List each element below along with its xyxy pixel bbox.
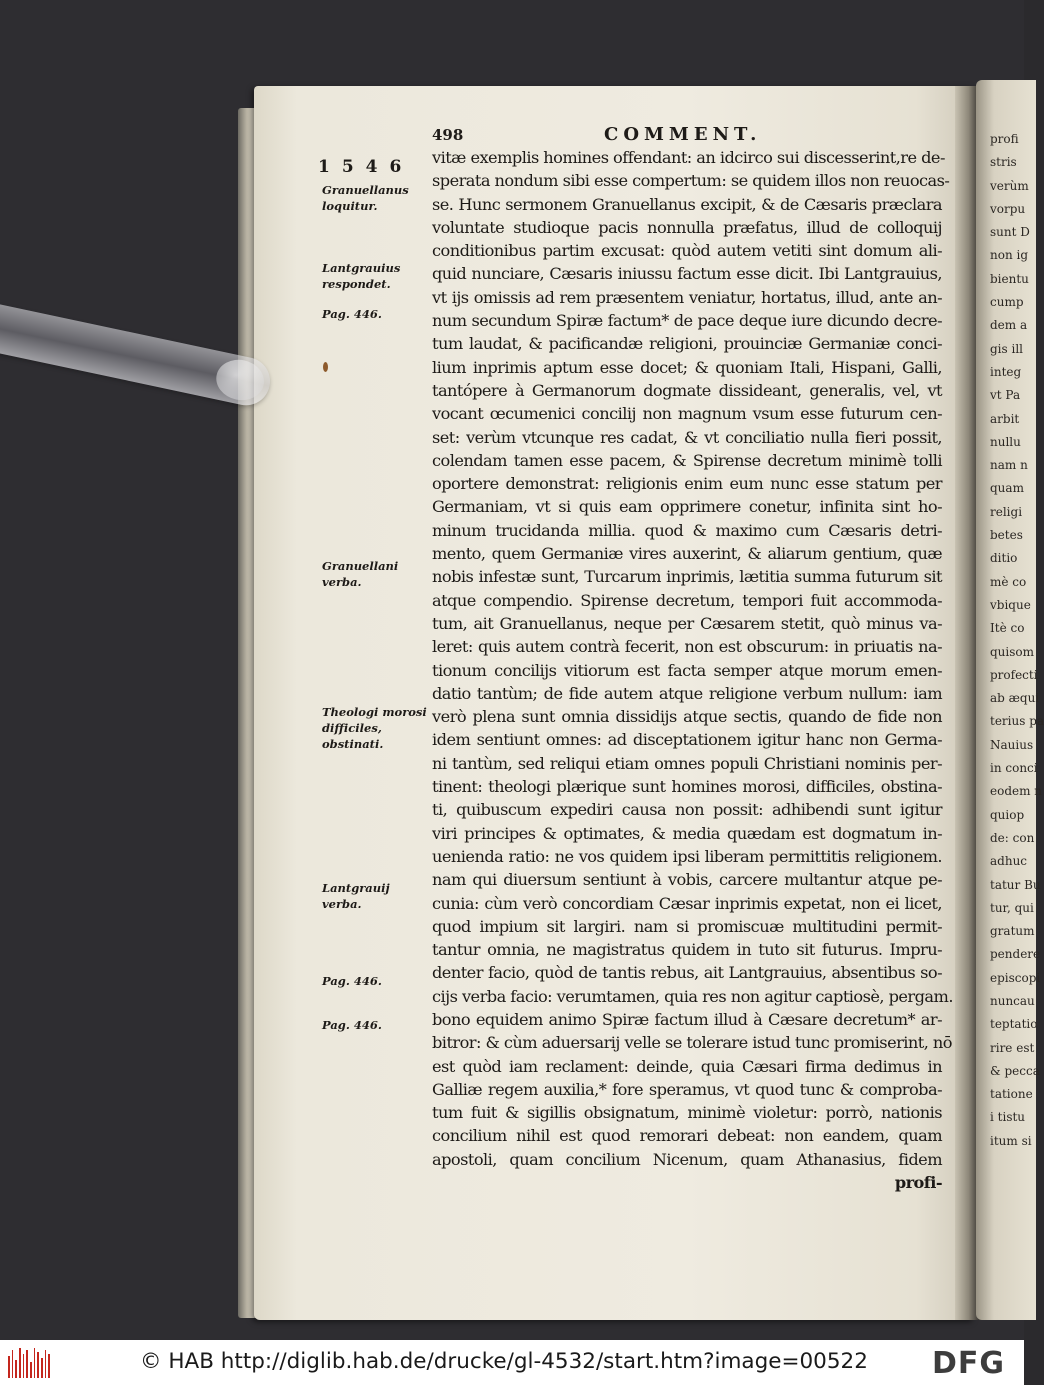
facing-page-line: arbit <box>990 411 1020 426</box>
text-line: tum fuit & sigillis obsignatum, minimè violetur: porrò, nationis <box>432 1103 942 1123</box>
facing-page-line: nuncau <box>990 993 1035 1008</box>
running-title: COMMENT. <box>604 124 762 145</box>
facing-page-line: nam n <box>990 458 1028 473</box>
facing-page-line: ab æqui <box>990 691 1040 706</box>
text-line: est quòd iam reclament: deinde, quia Cæsari firma dedimus in <box>432 1056 942 1076</box>
facing-page-line: tatur Bu <box>990 877 1041 892</box>
facing-page-line: quiop <box>990 807 1025 822</box>
facing-page-line: verùm <box>990 178 1029 193</box>
text-line: tum, ait Granuellanus, neque per Cæsarem stetit, quò minus va- <box>432 613 942 633</box>
facing-page-line: Nauius <box>990 737 1034 752</box>
facing-page-line: integ <box>990 364 1022 379</box>
marginal-note: Lantgrauius respondet. <box>322 261 401 291</box>
facing-page-line: eodem n <box>990 784 1043 799</box>
text-line: set: verùm vtcunque res cadat, & vt conciliatio nulla fieri possit, <box>432 427 942 447</box>
catchword: profi- <box>894 1173 942 1193</box>
facing-page-line: betes <box>990 528 1023 543</box>
text-line: uenienda ratio: ne vos quidem ipsi liberam permittitis religionem. <box>432 846 942 866</box>
hab-logo-icon <box>8 1348 50 1378</box>
text-line: Germaniam, vt si quis eam opprimere conetur, infinita sint ho- <box>432 497 942 517</box>
text-line: viri principes & optimates, & media quædam est dogmatum in- <box>432 823 942 843</box>
text-line: vt ijs omissis ad rem præsentem veniatur, hortatus, illud, ante an- <box>432 287 942 307</box>
marginal-note: Granuellani verba. <box>322 559 399 589</box>
facing-page-line: profi <box>990 132 1019 146</box>
facing-page-line: in conci <box>990 761 1038 776</box>
text-line: datio tantùm; de fide autem atque religione verbum nullum: iam <box>432 683 942 703</box>
facing-page-line: episcopi <box>990 970 1041 985</box>
footer-bar <box>0 1340 1024 1385</box>
text-line: vocant œcumenici concilij non magnum vsum esse futurum cen- <box>432 404 942 424</box>
facing-page-line: tatione <box>990 1087 1033 1102</box>
text-line: se. Hunc sermonem Granuellanus excipit, & de Cæsaris præclara <box>432 194 942 214</box>
text-line: voluntate studioque pacis nonnulla præfatus, illud de colloquij <box>432 217 942 237</box>
facing-page-line: pendere <box>990 947 1041 962</box>
facing-page-line: vbique <box>990 597 1031 612</box>
text-line: atque compendio. Spirense decretum, tempori fuit accommoda- <box>432 590 942 610</box>
text-line: Galliæ regem auxilia,* fore speramus, vt quod tunc & comproba- <box>432 1079 942 1099</box>
text-line: quod impium sit largiri. nam si promiscuæ multitudini permit- <box>432 916 942 936</box>
text-line: sperata nondum sibi esse compertum: se quidem illos non reuocas- <box>432 171 950 191</box>
text-line: tionum concilijs vitiorum est facta semper atque morum emen- <box>432 660 942 680</box>
text-line: colendam tamen esse pacem, & Spirense decretum minimè tolli <box>432 450 942 470</box>
text-line: lium inprimis aptum esse docet; & quoniam Itali, Hispani, Galli, <box>432 357 942 377</box>
text-line: concilium nihil est quod remorari debeat: non eandem, quam <box>432 1126 942 1146</box>
facing-page-line: profecti <box>990 667 1038 682</box>
page-number: 498 <box>432 126 464 144</box>
text-line: tantur omnia, ne magistratus quidem in tuto sit futurus. Impru- <box>432 940 942 960</box>
source-url[interactable]: © HAB http://diglib.hab.de/drucke/gl-4532/start.htm?image=00522 <box>140 1349 868 1374</box>
facing-page-line: gratum <box>990 924 1035 939</box>
text-line: mento, quem Germaniæ vires auxerint, & aliarum gentium, quæ <box>432 544 942 564</box>
dfg-logo: DFG <box>932 1346 1006 1381</box>
facing-page-line: teptatio <box>990 1017 1038 1032</box>
facing-page-line: tur, qui <box>990 900 1034 915</box>
marginal-note: Pag. 446. <box>322 1018 382 1032</box>
facing-page-line: rire est <box>990 1040 1035 1055</box>
facing-page-line: quisom <box>990 644 1035 659</box>
text-line: ni tantùm, sed reliqui etiam omnes populi Christiani nominis per- <box>432 753 942 773</box>
text-line: ti, quibuscum expediri causa non possit: adhibendi sunt igitur <box>432 800 942 820</box>
text-line: tum laudat, & pacificandæ religioni, prouinciæ Germaniæ conci- <box>432 334 942 354</box>
facing-page-line: itum si <box>990 1133 1032 1148</box>
facing-page-text <box>990 128 1044 1153</box>
text-line: nobis infestæ sunt, Turcarum inprimis, lætitia summa futurum sit <box>432 567 942 587</box>
facing-page-line: de: con <box>990 830 1035 845</box>
facing-page-line: dem a <box>990 318 1028 333</box>
facing-page-line: Itè co <box>990 621 1025 636</box>
text-line: tantópere à Germanorum dogmate dissideant, generalis, vel, vt <box>432 380 942 400</box>
facing-page-line: mè co <box>990 574 1027 589</box>
facing-page-line: vt Pa <box>990 388 1021 403</box>
text-line: vitæ exemplis homines offendant: an idcirco sui discesserint,re de- <box>432 148 945 167</box>
facing-page-line: quam <box>990 481 1024 496</box>
marginal-note: Lantgrauij verba. <box>322 881 390 911</box>
facing-page-line: bientu <box>990 271 1029 286</box>
marginal-note: Granuellanus loquitur. <box>322 183 409 213</box>
facing-page-line: non ig <box>990 248 1029 263</box>
facing-page-line: religi <box>990 504 1023 519</box>
ink-smudge <box>323 362 328 372</box>
facing-page-line: ditio <box>990 551 1018 566</box>
text-line: oportere demonstrat: religionis enim eum nunc esse statum per <box>432 474 942 494</box>
facing-page-line: stris <box>990 155 1017 170</box>
facing-page-line: adhuc <box>990 854 1028 869</box>
facing-page-line: & pecca <box>990 1063 1040 1078</box>
text-line: leret: quis autem contrà fecerit, non est obscurum: in priuatis na- <box>432 637 942 657</box>
text-line: bitror: & cùm aduersarij velle se tolerare istud tunc promiserint, nō <box>432 1033 953 1053</box>
facing-page-line: nullu <box>990 434 1021 449</box>
body-text <box>432 146 953 1194</box>
text-line: cunia: cùm verò concordiam Cæsar inprimis expetat, non ei licet, <box>432 893 942 913</box>
text-line: quid nunciare, Cæsaris iniussu factum esse dicit. Ibi Lantgrauius, <box>432 264 942 284</box>
text-line: nam qui diuersum sentiunt à vobis, carcere multantur atque pe- <box>432 870 942 890</box>
facing-page-line: cump <box>990 295 1024 310</box>
facing-page-line: vorpu <box>990 201 1026 216</box>
facing-page-line: terius pa <box>990 714 1044 729</box>
text-line: num secundum Spiræ factum* de pace deque iure dicundo decre- <box>432 311 942 331</box>
margin-year: 1546 <box>318 157 414 177</box>
marginal-note: Pag. 446. <box>322 974 382 988</box>
text-line: tinent: theologi plærique sunt homines morosi, difficiles, obstina- <box>432 777 942 797</box>
text-line: idem sentiunt omnes: ad disceptationem igitur hanc non Germa- <box>432 730 942 750</box>
facing-page-line: gis ill <box>990 341 1024 356</box>
text-line: verò plena sunt omnia dissidijs atque sectis, quando de fide non <box>432 707 942 727</box>
text-line: bono equidem animo Spiræ factum illud à Cæsare decretum* ar- <box>432 1009 942 1029</box>
facing-page-line: i tistu <box>990 1110 1026 1125</box>
text-line: minum trucidanda millia. quod & maximo cum Cæsaris detri- <box>432 520 942 540</box>
text-line: denter facio, quòd de tantis rebus, ait Lantgrauius, absentibus so- <box>432 963 942 983</box>
marginal-note: Pag. 446. <box>322 307 382 321</box>
facing-page-line: sunt D <box>990 225 1030 240</box>
marginal-note: Theologi morosi difficiles, obstinati. <box>322 705 427 751</box>
text-line: conditionibus partim excusat: quòd autem vetiti sint domum ali- <box>432 241 942 261</box>
text-line: apostoli, quam concilium Nicenum, quam Athanasius, fidem <box>432 1149 942 1169</box>
text-line: cijs verba facio: verumtamen, quia res non agitur captiosè, pergam. <box>432 986 953 1006</box>
